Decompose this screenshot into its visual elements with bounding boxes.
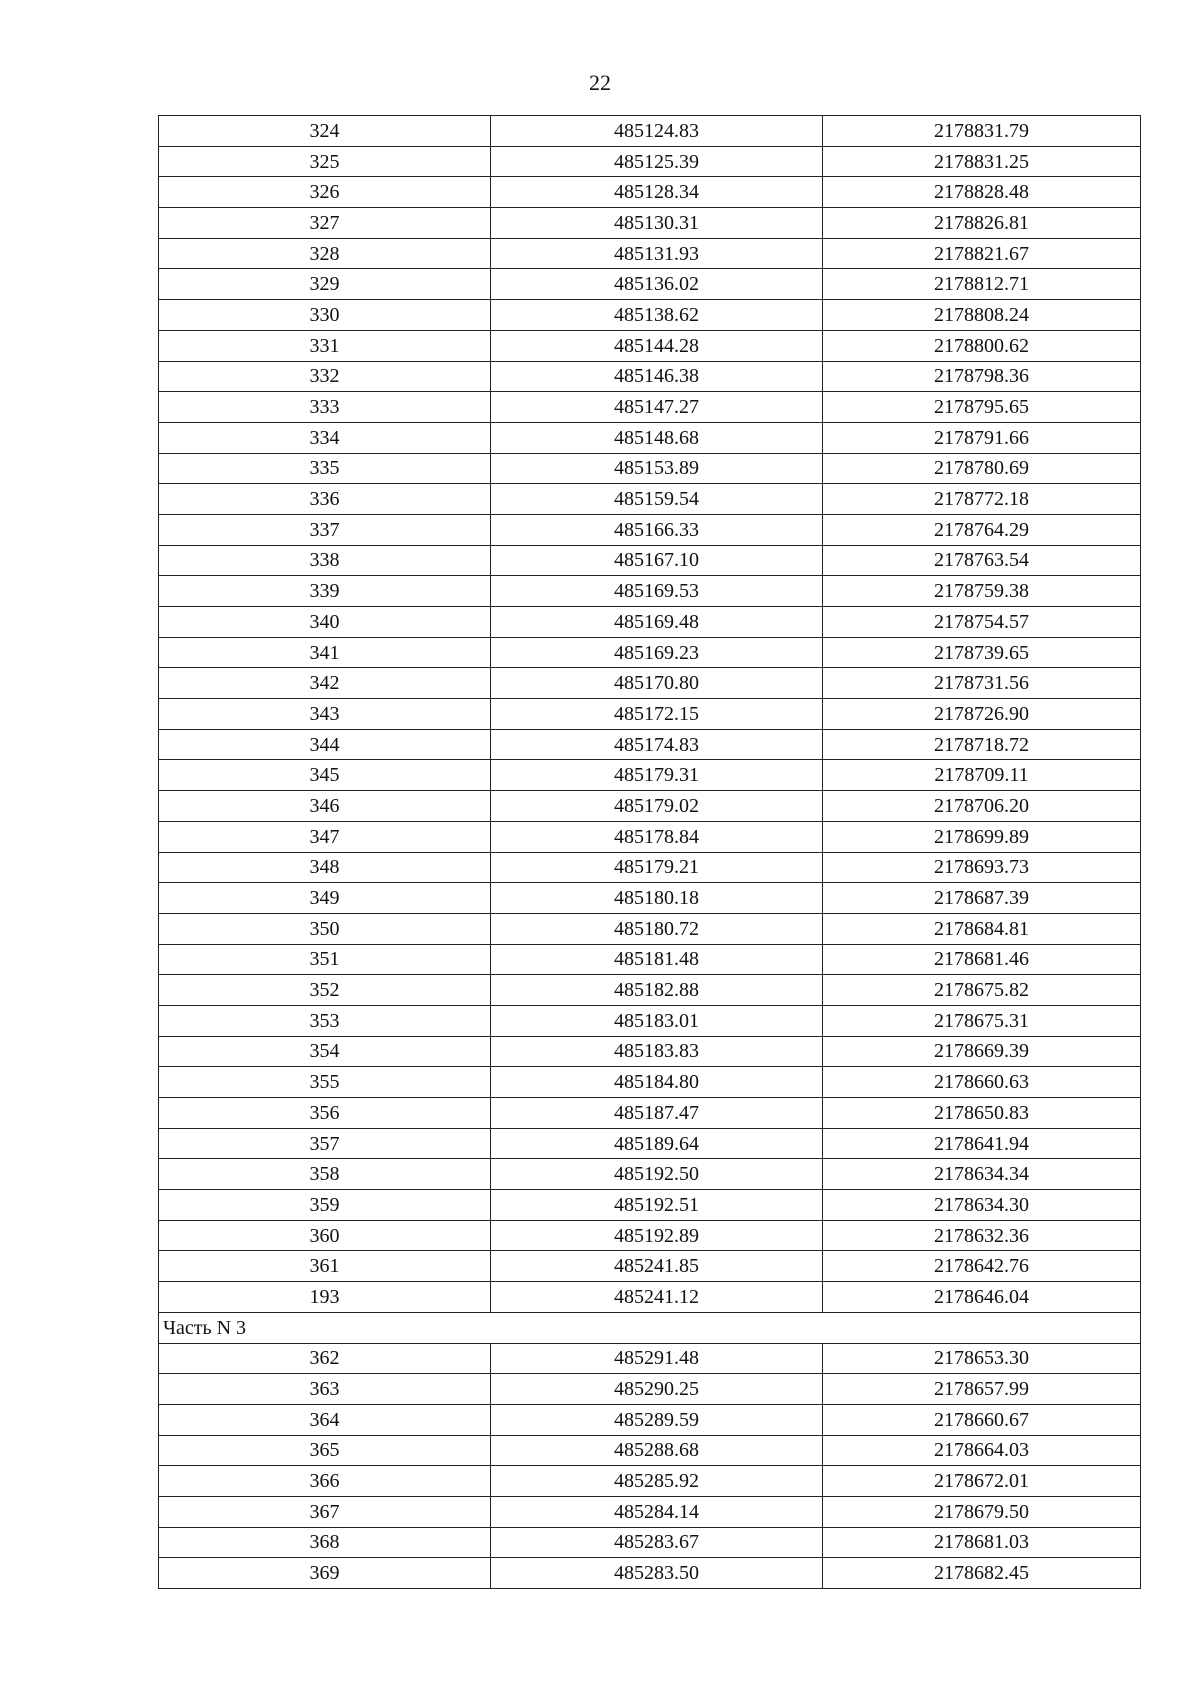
table-row: [159, 1282, 1141, 1313]
point-number-cell: 353: [159, 1005, 491, 1036]
x-coordinate-cell: 485182.88: [491, 975, 823, 1006]
y-coordinate-cell: 2178679.50: [823, 1496, 1141, 1527]
page-number: 22: [589, 70, 611, 95]
x-coordinate-cell: 485169.53: [491, 576, 823, 607]
x-coordinate-cell: 485283.50: [491, 1558, 823, 1589]
point-number-cell: 341: [159, 637, 491, 668]
x-coordinate-cell: 485183.01: [491, 1005, 823, 1036]
table-row: [159, 1374, 1141, 1405]
y-coordinate-cell: 2178650.83: [823, 1098, 1141, 1129]
x-coordinate-cell: 485290.25: [491, 1374, 823, 1405]
y-coordinate-cell: 2178798.36: [823, 361, 1141, 392]
y-coordinate-cell: 2178780.69: [823, 453, 1141, 484]
y-coordinate-cell: 2178664.03: [823, 1435, 1141, 1466]
point-number-cell: 364: [159, 1404, 491, 1435]
y-coordinate-cell: 2178772.18: [823, 484, 1141, 515]
point-number-cell: 330: [159, 300, 491, 331]
x-coordinate-cell: 485130.31: [491, 208, 823, 239]
y-coordinate-cell: 2178759.38: [823, 576, 1141, 607]
y-coordinate-cell: 2178660.63: [823, 1067, 1141, 1098]
table-row: [159, 883, 1141, 914]
table-row: [159, 576, 1141, 607]
point-number-cell: 332: [159, 361, 491, 392]
x-coordinate-cell: 485192.50: [491, 1159, 823, 1190]
y-coordinate-cell: 2178726.90: [823, 699, 1141, 730]
table-row: [159, 1036, 1141, 1067]
y-coordinate-cell: 2178828.48: [823, 177, 1141, 208]
y-coordinate-cell: 2178706.20: [823, 791, 1141, 822]
table-row: [159, 545, 1141, 576]
point-number-cell: 325: [159, 146, 491, 177]
point-number-cell: 329: [159, 269, 491, 300]
x-coordinate-cell: 485178.84: [491, 821, 823, 852]
point-number-cell: 354: [159, 1036, 491, 1067]
x-coordinate-cell: 485167.10: [491, 545, 823, 576]
table-row: [159, 607, 1141, 638]
table-row: [159, 146, 1141, 177]
point-number-cell: 334: [159, 422, 491, 453]
y-coordinate-cell: 2178672.01: [823, 1466, 1141, 1497]
y-coordinate-cell: 2178634.30: [823, 1190, 1141, 1221]
x-coordinate-cell: 485285.92: [491, 1466, 823, 1497]
x-coordinate-cell: 485169.23: [491, 637, 823, 668]
table-row: [159, 975, 1141, 1006]
point-number-cell: 360: [159, 1220, 491, 1251]
x-coordinate-cell: 485183.83: [491, 1036, 823, 1067]
table-row: [159, 1527, 1141, 1558]
section-row: [159, 1312, 1141, 1343]
table-row: [159, 1435, 1141, 1466]
y-coordinate-cell: 2178641.94: [823, 1128, 1141, 1159]
x-coordinate-cell: 485131.93: [491, 238, 823, 269]
y-coordinate-cell: 2178764.29: [823, 514, 1141, 545]
x-coordinate-cell: 485148.68: [491, 422, 823, 453]
point-number-cell: 349: [159, 883, 491, 914]
point-number-cell: 193: [159, 1282, 491, 1313]
y-coordinate-cell: 2178831.25: [823, 146, 1141, 177]
y-coordinate-cell: 2178754.57: [823, 607, 1141, 638]
table-row: [159, 637, 1141, 668]
table-row: [159, 1190, 1141, 1221]
x-coordinate-cell: 485180.18: [491, 883, 823, 914]
point-number-cell: 337: [159, 514, 491, 545]
y-coordinate-cell: 2178808.24: [823, 300, 1141, 331]
x-coordinate-cell: 485172.15: [491, 699, 823, 730]
point-number-cell: 336: [159, 484, 491, 515]
point-number-cell: 344: [159, 729, 491, 760]
y-coordinate-cell: 2178660.67: [823, 1404, 1141, 1435]
table-row: [159, 1005, 1141, 1036]
point-number-cell: 368: [159, 1527, 491, 1558]
y-coordinate-cell: 2178812.71: [823, 269, 1141, 300]
table-row: [159, 1159, 1141, 1190]
y-coordinate-cell: 2178821.67: [823, 238, 1141, 269]
x-coordinate-cell: 485166.33: [491, 514, 823, 545]
table-row: [159, 484, 1141, 515]
x-coordinate-cell: 485146.38: [491, 361, 823, 392]
x-coordinate-cell: 485124.83: [491, 116, 823, 147]
table-row: [159, 1404, 1141, 1435]
y-coordinate-cell: 2178800.62: [823, 330, 1141, 361]
point-number-cell: 357: [159, 1128, 491, 1159]
point-number-cell: 339: [159, 576, 491, 607]
y-coordinate-cell: 2178709.11: [823, 760, 1141, 791]
table-row: [159, 392, 1141, 423]
x-coordinate-cell: 485192.89: [491, 1220, 823, 1251]
table-row: [159, 699, 1141, 730]
y-coordinate-cell: 2178826.81: [823, 208, 1141, 239]
point-number-cell: 342: [159, 668, 491, 699]
x-coordinate-cell: 485189.64: [491, 1128, 823, 1159]
x-coordinate-cell: 485291.48: [491, 1343, 823, 1374]
x-coordinate-cell: 485241.12: [491, 1282, 823, 1313]
y-coordinate-cell: 2178795.65: [823, 392, 1141, 423]
table-row: [159, 1558, 1141, 1589]
x-coordinate-cell: 485138.62: [491, 300, 823, 331]
x-coordinate-cell: 485192.51: [491, 1190, 823, 1221]
point-number-cell: 345: [159, 760, 491, 791]
point-number-cell: 361: [159, 1251, 491, 1282]
y-coordinate-cell: 2178682.45: [823, 1558, 1141, 1589]
y-coordinate-cell: 2178791.66: [823, 422, 1141, 453]
y-coordinate-cell: 2178675.82: [823, 975, 1141, 1006]
point-number-cell: 350: [159, 913, 491, 944]
point-number-cell: 356: [159, 1098, 491, 1129]
point-number-cell: 346: [159, 791, 491, 822]
point-number-cell: 328: [159, 238, 491, 269]
x-coordinate-cell: 485179.31: [491, 760, 823, 791]
coordinates-table: [158, 115, 1141, 1589]
x-coordinate-cell: 485180.72: [491, 913, 823, 944]
point-number-cell: 338: [159, 545, 491, 576]
table-row: [159, 361, 1141, 392]
point-number-cell: 362: [159, 1343, 491, 1374]
y-coordinate-cell: 2178646.04: [823, 1282, 1141, 1313]
table-row: [159, 913, 1141, 944]
table-row: [159, 1067, 1141, 1098]
x-coordinate-cell: 485128.34: [491, 177, 823, 208]
x-coordinate-cell: 485153.89: [491, 453, 823, 484]
y-coordinate-cell: 2178763.54: [823, 545, 1141, 576]
point-number-cell: 327: [159, 208, 491, 239]
point-number-cell: 333: [159, 392, 491, 423]
table-row: [159, 422, 1141, 453]
table-row: [159, 269, 1141, 300]
x-coordinate-cell: 485179.21: [491, 852, 823, 883]
table-row: [159, 1251, 1141, 1282]
table-row: [159, 330, 1141, 361]
coordinates-table-body: [159, 116, 1141, 1589]
point-number-cell: 369: [159, 1558, 491, 1589]
y-coordinate-cell: 2178675.31: [823, 1005, 1141, 1036]
y-coordinate-cell: 2178642.76: [823, 1251, 1141, 1282]
y-coordinate-cell: 2178681.46: [823, 944, 1141, 975]
x-coordinate-cell: 485288.68: [491, 1435, 823, 1466]
point-number-cell: 340: [159, 607, 491, 638]
y-coordinate-cell: 2178684.81: [823, 913, 1141, 944]
point-number-cell: 343: [159, 699, 491, 730]
y-coordinate-cell: 2178653.30: [823, 1343, 1141, 1374]
x-coordinate-cell: 485181.48: [491, 944, 823, 975]
y-coordinate-cell: 2178681.03: [823, 1527, 1141, 1558]
y-coordinate-cell: 2178731.56: [823, 668, 1141, 699]
y-coordinate-cell: 2178739.65: [823, 637, 1141, 668]
x-coordinate-cell: 485169.48: [491, 607, 823, 638]
x-coordinate-cell: 485136.02: [491, 269, 823, 300]
y-coordinate-cell: 2178693.73: [823, 852, 1141, 883]
y-coordinate-cell: 2178657.99: [823, 1374, 1141, 1405]
table-row: [159, 668, 1141, 699]
x-coordinate-cell: 485187.47: [491, 1098, 823, 1129]
point-number-cell: 363: [159, 1374, 491, 1405]
table-row: [159, 453, 1141, 484]
table-row: [159, 729, 1141, 760]
point-number-cell: 352: [159, 975, 491, 1006]
x-coordinate-cell: 485184.80: [491, 1067, 823, 1098]
table-row: [159, 208, 1141, 239]
point-number-cell: 324: [159, 116, 491, 147]
table-row: [159, 760, 1141, 791]
table-row: [159, 514, 1141, 545]
y-coordinate-cell: 2178632.36: [823, 1220, 1141, 1251]
table-row: [159, 1343, 1141, 1374]
point-number-cell: 358: [159, 1159, 491, 1190]
table-row: [159, 1098, 1141, 1129]
y-coordinate-cell: 2178831.79: [823, 116, 1141, 147]
point-number-cell: 366: [159, 1466, 491, 1497]
table-row: [159, 852, 1141, 883]
x-coordinate-cell: 485159.54: [491, 484, 823, 515]
x-coordinate-cell: 485241.85: [491, 1251, 823, 1282]
point-number-cell: 326: [159, 177, 491, 208]
x-coordinate-cell: 485284.14: [491, 1496, 823, 1527]
table-row: [159, 1496, 1141, 1527]
section-label: Часть N 3: [159, 1312, 1141, 1343]
table-row: [159, 1128, 1141, 1159]
y-coordinate-cell: 2178669.39: [823, 1036, 1141, 1067]
point-number-cell: 367: [159, 1496, 491, 1527]
point-number-cell: 347: [159, 821, 491, 852]
y-coordinate-cell: 2178634.34: [823, 1159, 1141, 1190]
x-coordinate-cell: 485147.27: [491, 392, 823, 423]
x-coordinate-cell: 485174.83: [491, 729, 823, 760]
x-coordinate-cell: 485179.02: [491, 791, 823, 822]
y-coordinate-cell: 2178687.39: [823, 883, 1141, 914]
point-number-cell: 359: [159, 1190, 491, 1221]
table-row: [159, 791, 1141, 822]
table-row: [159, 1466, 1141, 1497]
x-coordinate-cell: 485289.59: [491, 1404, 823, 1435]
point-number-cell: 351: [159, 944, 491, 975]
table-row: [159, 821, 1141, 852]
x-coordinate-cell: 485283.67: [491, 1527, 823, 1558]
y-coordinate-cell: 2178718.72: [823, 729, 1141, 760]
point-number-cell: 355: [159, 1067, 491, 1098]
table-row: [159, 944, 1141, 975]
point-number-cell: 335: [159, 453, 491, 484]
table-row: [159, 300, 1141, 331]
x-coordinate-cell: 485144.28: [491, 330, 823, 361]
x-coordinate-cell: 485170.80: [491, 668, 823, 699]
x-coordinate-cell: 485125.39: [491, 146, 823, 177]
table-row: [159, 1220, 1141, 1251]
point-number-cell: 331: [159, 330, 491, 361]
table-row: [159, 238, 1141, 269]
table-row: [159, 177, 1141, 208]
point-number-cell: 348: [159, 852, 491, 883]
y-coordinate-cell: 2178699.89: [823, 821, 1141, 852]
table-row: [159, 116, 1141, 147]
point-number-cell: 365: [159, 1435, 491, 1466]
